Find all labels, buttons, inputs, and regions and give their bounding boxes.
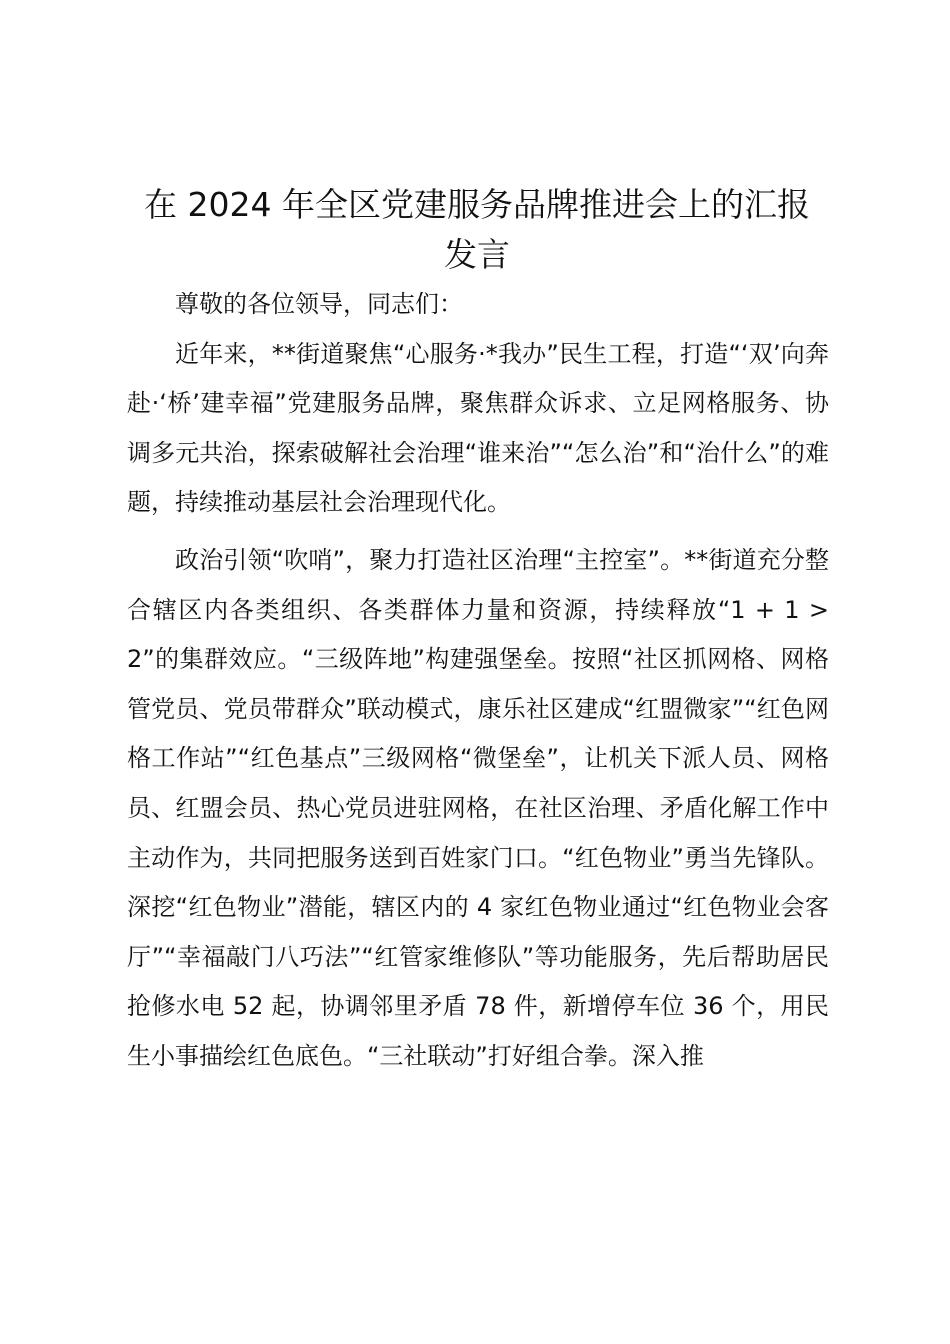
title-line-2: 发言 [444,235,510,274]
title-line-1: 在 2024 年全区党建服务品牌推进会上的汇报 [144,185,810,224]
salutation: 尊敬的各位领导，同志们： [175,290,463,318]
document-title [127,180,827,280]
paragraph-intro: 近年来，**街道聚焦“心服务·*我办”民生工程，打造“‘双’向奔赴·‘桥’建幸福”党建服务品牌，聚焦群众诉求、立足网格服务、协调多元共治，探索破解社会治理“谁来治”“怎么治”和“治什么”的难题，持续推动基层社会治理现代化。 [127,339,829,517]
document-body [127,280,829,1082]
paragraph-political-guidance: 政治引领“吹哨”，聚力打造社区治理“主控室”。**街道充分整合辖区内各类组织、各类群体力量和资源，持续释放“1 + 1 > 2”的集群效应。“三级阵地”构建强堡垒。按照“社区抓网格、网格管党员、党员带群众”联动模式，康乐社区建成“红盟微家”“红色网格工作站”“红色基点”三级网格“微堡垒”，让机关下派人员、网格员、红盟会员、热心党员进驻网格，在社区治理、矛盾化解工作中主动作为，共同把服务送到百姓家门口。“红色物业”勇当先锋队。深挖“红色物业”潜能，辖区内的 4 家红色物业通过“红色物业会客厅”“幸福敲门八巧法”“红管家维修队”等功能服务，先后帮助居民抢修水电 52 起，协调邻里矛盾 78 件，新增停车位 36 个，用民生小事描绘红色底色。“三社联动”打好组合拳。深入推 [127,545,829,1070]
